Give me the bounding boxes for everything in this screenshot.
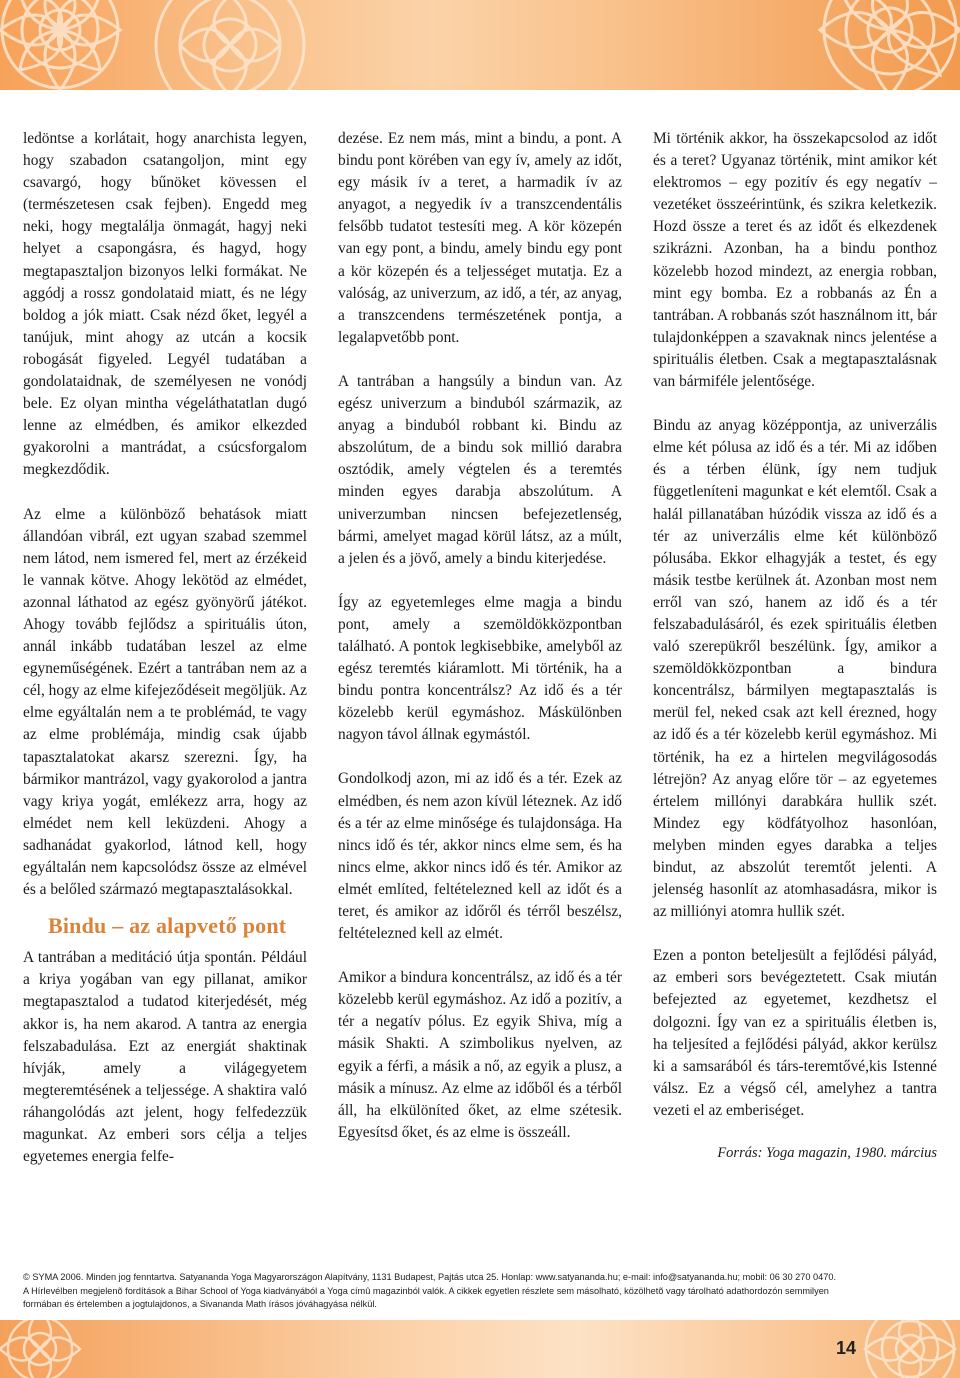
text-column-1 <box>23 128 307 1168</box>
paragraph: ledöntse a korlátait, hogy anarchista legyen, hogy szabadon csatangoljon, mint egy csavargó, hogy bűnöket kövessen el (természetesen csak fejben). Engedd meg neki, hogy megtalálja önmagát, hagyj neki helyet a csapongásra, és hagyd, hogy megtapasztaljon bizonyos lelki formákat. Ne aggódj a rossz gondolataid miatt, és ne légy boldog a jók miatt. Csak nézd őket, legyél a tanújuk, mint ahogy az utcán a kocsik robogását figyeled. Legyél tudatában a gondolataidnak, de személyesen ne vonódj bele. Ez olyan mintha végeláthatatlan dugó lenne az elmédben, és amikor elkezded gyakorolni a mantrádat, a csúcsforgalom megkezdődik. <box>23 130 307 479</box>
bottom-banner <box>0 1320 960 1378</box>
paragraph: Gondolkodj azon, mi az idő és a tér. Ezek az elmédben, és nem azon kívül léteznek. Az idő és a tér az elme minősége és tulajdonsága. Ha nincs idő és tér, akkor nincs elme sem, és ha nincs elme, akkor nincs idő és tér. Amikor az elmét említed, feltételezned kell az időt és a teret, és amikor az időről és térről beszélsz, feltételezned kell az elmét. <box>338 770 622 943</box>
paragraph: dezése. Ez nem más, mint a bindu, a pont. A bindu pont körében van egy ív, amely az időt, egy másik ív a teret, a harmadik ív az anyagot, a negyedik ív a transzcendentális felsőbb tudatot testesíti meg. A kör közepén van egy pont, a bindu, amely bindu egy pont a kör közepén és a teljességet mutatja. Ez a valóság, az univerzum, az idő, a tér, az anyag, a transzcendens természetének pontja, a legalapvetőbb pont. <box>338 130 622 346</box>
paragraph: A tantrában a hangsúly a bindun van. Az egész univerzum a binduból származik, az anyag a binduból robbant ki. Bindu az abszolútum, de a bindu sok millió darabra osztódik, amely végtelen és a teremtés minden egyes darabja abszolútum. A univerzumban nincsen befejezetlenség, bármi, amelyet magad körül látsz, az a múlt, a jelen és a jövő, amely a bindu kiterjedése. <box>338 372 622 567</box>
mandala-right-icon <box>760 0 960 90</box>
text-column-3 <box>653 128 937 1164</box>
paragraph: Mi történik akkor, ha összekapcsolod az időt és a teret? Ugyanaz történik, mint amikor két elektromos – egy pozitív és egy negatív – vezetéket összeérintünk, és szikra keletkezik. Hozd össze a teret és az időt és elkezdenek szikrázni. Azonban, ha a bindu ponthoz közelebb hozod mindezt, az energia robban, mint egy bomba. Ez a robbanás az Én a tantrában. A robbanás szót használnom itt, bár tulajdonképpen a szavaknak nincs jelentése a spirituális életben. Csak a megtapasztalásnak van bármiféle jelentősége. <box>653 130 937 391</box>
paragraph: Az elme a különböző behatások miatt állandóan vibrál, ezt ugyan szabad szemmel nem látod, nem ismered fel, mert az érzékeid le vannak kötve. Ahogy lekötöd az elmédet, azonnal láthatod az egész gyönyörű játékot. Ahogy tovább fejlődsz a spirituális úton, annál inkább tudatában leszel az elme egyneműségének. Ezért a tantrában nem az a cél, hogy az elme kifejeződéseit megöljük. Az elme egyáltalán nem a te problémád, te vagy az elme problémája, mindig csak újabb tapasztalatokat akarsz szerezni. Így, ha bármikor mantrázol, vagy gyakorolod a jantra vagy kriya yogát, emlékezz arra, hogy az elmédet nem kell leküzdeni. Ahogy a sadhanádat gyakorlod, látnod kell, hogy egyáltalán nem kapcsolódsz össze az elmével és a belőled származó megtapasztalásokkal. <box>23 505 307 899</box>
source-citation: Forrás: Yoga magazin, 1980. március <box>717 1145 937 1162</box>
footer-line: A Hírlevélben megjelenõ fordítások a Bihar School of Yoga kiadványából a Yoga címû magazinból valók. A cikkek egyetlen részlete sem másolható, közölhetõ vagy tárolható adathordozón semmilyen <box>23 1285 829 1296</box>
top-banner <box>0 0 960 90</box>
mandala-bottom-left-icon <box>0 1320 160 1378</box>
paragraph: Ezen a ponton beteljesült a fejlődési pályád, az emberi sors bevégeztetett. Csak miután befejezted az egyetemet, kezdhetsz el dolgozni. Így van ez a spirituális életben is, ha teljesíted a fejlődési pályád, akkor kerülsz ki a samsarából és társ-teremtővé,kis Istenné válsz. Ez a végső cél, amelyhez a tantra vezeti el az emberiséget. <box>653 947 937 1119</box>
paragraph: A tantrában a meditáció útja spontán. Például a kriya yogában van egy pillanat, amikor megtapasztalod a tudatod kiterjedését, még akkor is, ha nem akarod. A tantra az energia felszabadulása. Ezt az energiát shaktinak hívják, amely a világegyetem megteremtésének a teljessége. A shaktira való ráhangolódás azt jelent, hogy felfedezzük magunkat. Az emberi sors célja a teljes egyetemes energia felfe- <box>23 949 307 1166</box>
section-heading: Bindu – az alapvető pont <box>48 913 287 939</box>
paragraph: Bindu az anyag középpontja, az univerzális elme két pólusa az idő és a tér. Mi az időben és a térben élünk, így nem tudjuk függetleníteni magunkat e két elemtől. Csak a halál pillanatában húzódik vissza az idő és a tér az univerzális elme két különböző pólusába. Ekkor elhagyják a testet, és egy másik testbe kerülnek át. Azonban most nem erről van szó, hanem az idő és a tér felszabadulásáról, és ezek spirituális életben való szerepükről beszélünk. Így, amikor a szemöldökközpontban a bindura koncentrálsz, bármilyen megtapasztalás is merül fel, neked csak azt kell érezned, hogy az idő és a tér közelebb kerül egymáshoz. Mi történik, ha ez a hirtelen megvilágosodás létrejön? Az anyag előre tör – az egyetemes értelem millónyi darabkára hullik szét. Mindez egy ködfátyolhoz hasonlóan, melyben minden egyes darabka a teljes bindut, az abszolút teremtőt jelenti. A jelenség hasonlít az atomhasadásra, mikor is az milliónyi atomra hullik szét. <box>653 417 937 921</box>
paragraph: Így az egyetemleges elme magja a bindu pont, amely a szemöldökközpontban található. A pontok legkisebbike, amelyből az egész teremtés kiáramlott. Mi történik, ha a bindu pontra koncentrálsz? Az idő és a tér közelebb kerül egymáshoz. Máskülönben nagyon távol állnak egymástól. <box>338 593 622 744</box>
footer-line: © SYMA 2006. Minden jog fenntartva. Satyananda Yoga Magyarországon Alapítvány, 1131 Budapest, Pajtás utca 25. Honlap: www.satyananda.hu; e-mail: info@satyananda.hu; mobil: 06 30 270 0470. <box>23 1272 837 1282</box>
text-column-2 <box>338 128 622 1144</box>
page-number: 14 <box>836 1338 857 1358</box>
paragraph: Amikor a bindura koncentrálsz, az idő és a tér közelebb kerül egymáshoz. Az idő a pozitív, a tér a negatív pólus. Ez egyik Shiva, míg a másik Shakti. A szimbolikus nyelven, az egyik a férfi, a másik a nő, az egyik a plusz, a másik a mínusz. Az elme az időből és a térből áll, ha elkülöníted őket, az elme szétesik. Egyesítsd őket, és az elme is összeáll. <box>338 969 622 1141</box>
mandala-left-icon <box>0 0 330 90</box>
footer-line: formában és értelemben a jogtulajdonos, a Sivananda Math írásos jóváhagyása nélkül. <box>23 1299 377 1309</box>
mandala-bottom-right-icon <box>840 1320 960 1378</box>
copyright-footer <box>23 1271 938 1312</box>
